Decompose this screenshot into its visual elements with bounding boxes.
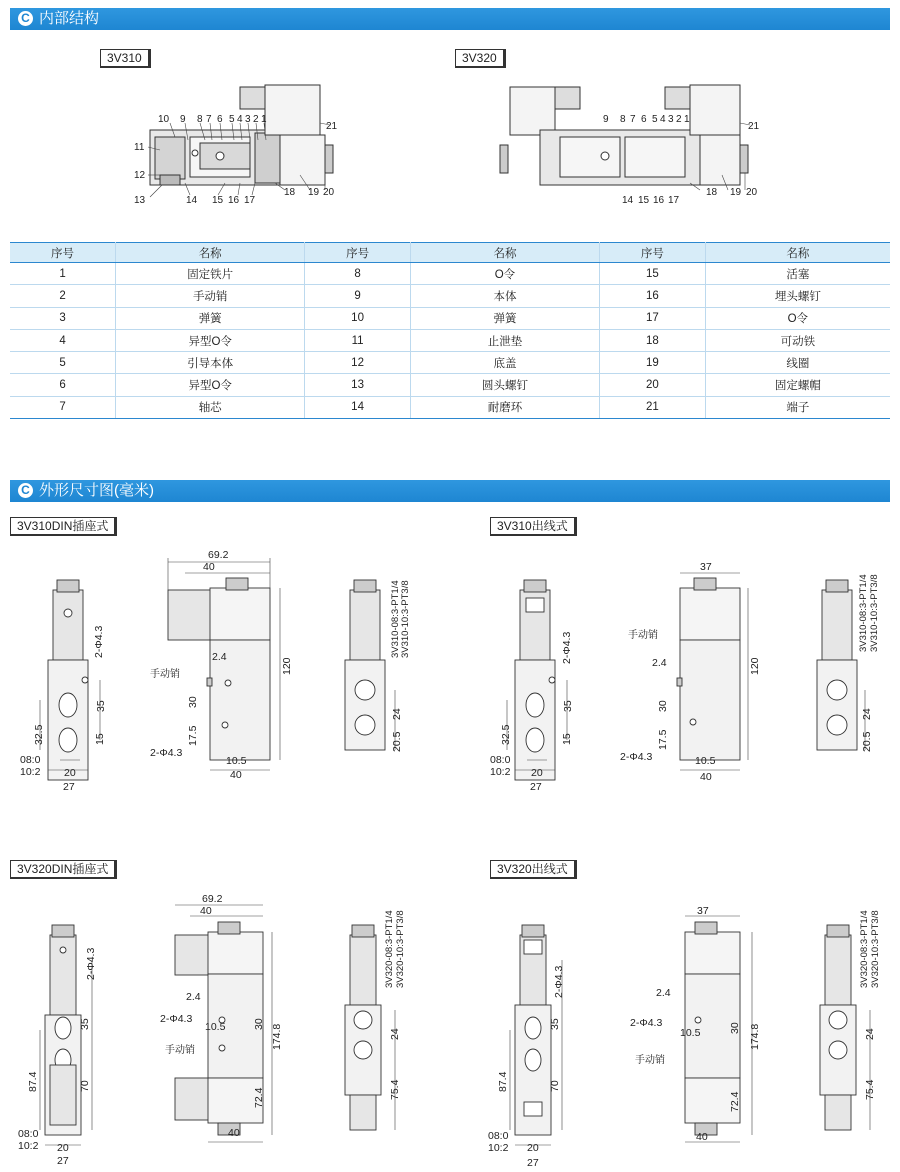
- dim-40: 40: [203, 561, 215, 573]
- dim-2-phi-4-3: 2-Φ4.3: [553, 965, 565, 998]
- cell: 10: [305, 307, 411, 329]
- callout-17: 17: [244, 195, 256, 206]
- port-note: 3V310-10:3-PT3/8: [869, 574, 880, 652]
- cell: 8: [305, 263, 411, 285]
- dim-2-phi-4-3: 2-Φ4.3: [561, 631, 573, 664]
- cell: 固定铁片: [116, 263, 305, 285]
- cell: 固定螺帽: [705, 374, 890, 396]
- cell: 9: [305, 285, 411, 307]
- cell: 轴芯: [116, 396, 305, 418]
- internal-structure-drawings: [0, 75, 900, 210]
- dim-69-2: 69.2: [208, 549, 229, 561]
- dim-2-4: 2.4: [652, 657, 667, 669]
- cell: 3: [10, 307, 116, 329]
- dim-35: 35: [79, 1018, 91, 1030]
- cell: 1: [10, 263, 116, 285]
- dim-30: 30: [729, 1022, 741, 1034]
- callout-5: 5: [652, 114, 658, 125]
- dim-24: 24: [861, 708, 873, 720]
- callout-16: 16: [228, 195, 240, 206]
- cell: 16: [600, 285, 706, 307]
- dim-08-0: 08:0: [488, 1130, 509, 1142]
- dim-17-5: 17.5: [187, 725, 199, 746]
- cell: 17: [600, 307, 706, 329]
- dim-27: 27: [530, 781, 542, 793]
- dim-label-3v310-din: 3V310DIN插座式: [10, 517, 117, 536]
- dim-20-5: 20.5: [391, 731, 403, 752]
- port-note: 3V310-08:3-PT1/4: [390, 580, 401, 658]
- section-c-icon: C: [18, 11, 33, 26]
- table-row: [10, 263, 890, 285]
- dim-40: 40: [200, 905, 212, 917]
- dim-70: 70: [79, 1080, 91, 1092]
- callout-12: 12: [134, 170, 146, 181]
- dim-174-8: 174.8: [749, 1023, 761, 1050]
- dim-2-phi-4-3: 2-Φ4.3: [85, 947, 97, 980]
- callout-20: 20: [323, 187, 335, 198]
- dim-120: 120: [749, 657, 761, 675]
- section-title: 外形尺寸图(毫米): [39, 482, 154, 499]
- dim-10-5: 10.5: [226, 755, 247, 767]
- dim-08-0: 08:0: [490, 754, 511, 766]
- cell: 本体: [410, 285, 599, 307]
- cell: 12: [305, 352, 411, 374]
- dim-2-4: 2.4: [656, 987, 671, 999]
- cell: 弹簧: [116, 307, 305, 329]
- dim-2-phi-4-3: 2-Φ4.3: [620, 751, 653, 763]
- dim-2-phi-4-3: 2-Φ4.3: [93, 625, 105, 658]
- callout-6: 6: [217, 114, 223, 125]
- table-row: [10, 396, 890, 418]
- callout-15: 15: [638, 195, 650, 206]
- callout-16: 16: [653, 195, 665, 206]
- dim-08-0: 08:0: [20, 754, 41, 766]
- cell: O令: [410, 263, 599, 285]
- cell: 耐磨环: [410, 396, 599, 418]
- dim-87-4: 87.4: [497, 1071, 509, 1092]
- dim-40: 40: [700, 771, 712, 783]
- dim-37: 37: [697, 905, 709, 917]
- port-note: 3V320-08:3-PT1/4: [384, 910, 395, 988]
- callout-2: 2: [676, 114, 682, 125]
- callout-8: 8: [197, 114, 203, 125]
- dim-17-5: 17.5: [657, 729, 669, 750]
- dim-15: 15: [561, 733, 573, 745]
- dim-08-0: 08:0: [18, 1128, 39, 1140]
- dim-40: 40: [228, 1127, 240, 1139]
- port-note: 3V320-10:3-PT3/8: [395, 910, 406, 988]
- valve-3v320-section: [500, 85, 748, 185]
- callout-14: 14: [622, 195, 634, 206]
- table-row: [10, 329, 890, 351]
- callout-17: 17: [668, 195, 680, 206]
- callout-4: 4: [237, 114, 243, 125]
- section-external-header: [10, 480, 890, 502]
- manual-pin-label: 手动销: [150, 669, 180, 680]
- manual-pin-label: 手动销: [165, 1045, 195, 1056]
- dim-30: 30: [657, 700, 669, 712]
- cell: 活塞: [705, 263, 890, 285]
- cell: 埋头螺钉: [705, 285, 890, 307]
- dim-32-5: 32.5: [500, 724, 512, 745]
- dim-69-2: 69.2: [202, 893, 223, 905]
- cell: 5: [10, 352, 116, 374]
- cell: 异型O令: [116, 374, 305, 396]
- dim-20: 20: [64, 767, 76, 779]
- callout-14: 14: [186, 195, 198, 206]
- callout-4: 4: [660, 114, 666, 125]
- dim-24: 24: [389, 1028, 401, 1040]
- dim-20: 20: [531, 767, 543, 779]
- cell: 2: [10, 285, 116, 307]
- table-row: [10, 352, 890, 374]
- dim-35: 35: [562, 700, 574, 712]
- dim-10-5: 10.5: [680, 1027, 701, 1039]
- dim-35: 35: [95, 700, 107, 712]
- dim-75-4: 75.4: [864, 1079, 876, 1100]
- table-row: [10, 374, 890, 396]
- callout-7: 7: [206, 114, 212, 125]
- callout-9: 9: [603, 114, 609, 125]
- cell: 20: [600, 374, 706, 396]
- cell: 异型O令: [116, 329, 305, 351]
- section-internal-header: [10, 8, 890, 30]
- cell: 线圈: [705, 352, 890, 374]
- header-seq: 序号: [600, 243, 706, 263]
- cell: 18: [600, 329, 706, 351]
- callout-3: 3: [668, 114, 674, 125]
- model-label-3v320: 3V320: [455, 49, 506, 68]
- callout-15: 15: [212, 195, 224, 206]
- callout-8: 8: [620, 114, 626, 125]
- dim-10-2: 10:2: [18, 1140, 39, 1152]
- dim-20: 20: [527, 1142, 539, 1154]
- dim-72-4: 72.4: [253, 1087, 265, 1108]
- dim-30: 30: [187, 696, 199, 708]
- dim-20: 20: [57, 1142, 69, 1154]
- cell: 止泄垫: [410, 329, 599, 351]
- dim-32-5: 32.5: [33, 724, 45, 745]
- dim-10-5: 10.5: [205, 1021, 226, 1033]
- header-name: 名称: [410, 243, 599, 263]
- dim-174-8: 174.8: [271, 1023, 283, 1050]
- section-title: 内部结构: [39, 10, 100, 27]
- parts-table: [10, 242, 890, 419]
- cell: 21: [600, 396, 706, 418]
- port-note: 3V310-10:3-PT3/8: [400, 580, 411, 658]
- dim-20-5: 20.5: [861, 731, 873, 752]
- header-name: 名称: [116, 243, 305, 263]
- section-c-icon: C: [18, 483, 33, 498]
- cell: 14: [305, 396, 411, 418]
- header-name: 名称: [705, 243, 890, 263]
- cell: 15: [600, 263, 706, 285]
- callout-3: 3: [245, 114, 251, 125]
- header-seq: 序号: [10, 243, 116, 263]
- callout-20: 20: [746, 187, 758, 198]
- dim-70: 70: [549, 1080, 561, 1092]
- callout-13: 13: [134, 195, 146, 206]
- manual-pin-label: 手动销: [635, 1055, 665, 1066]
- dimension-drawings-3v310: [0, 540, 900, 800]
- dim-2-4: 2.4: [186, 991, 201, 1003]
- callout-6: 6: [641, 114, 647, 125]
- cell: 引导本体: [116, 352, 305, 374]
- callout-19: 19: [730, 187, 742, 198]
- cell: 11: [305, 329, 411, 351]
- callout-10: 10: [158, 114, 170, 125]
- callout-19: 19: [308, 187, 320, 198]
- cell: 7: [10, 396, 116, 418]
- callout-18: 18: [284, 187, 296, 198]
- dim-10-2: 10:2: [20, 766, 41, 778]
- dim-2-phi-4-3: 2-Φ4.3: [160, 1013, 193, 1025]
- dim-10-2: 10:2: [488, 1142, 509, 1154]
- dim-35: 35: [549, 1018, 561, 1030]
- callout-1: 1: [261, 114, 267, 125]
- dim-72-4: 72.4: [729, 1091, 741, 1112]
- port-note: 3V320-10:3-PT3/8: [870, 910, 881, 988]
- dim-label-3v310-wire: 3V310出线式: [490, 517, 577, 536]
- dim-30: 30: [253, 1018, 265, 1030]
- callout-21: 21: [326, 121, 338, 132]
- cell: 19: [600, 352, 706, 374]
- dim-label-3v320-wire: 3V320出线式: [490, 860, 577, 879]
- callout-7: 7: [630, 114, 636, 125]
- dim-120: 120: [281, 657, 293, 675]
- dim-15: 15: [94, 733, 106, 745]
- header-seq: 序号: [305, 243, 411, 263]
- dim-2-phi-4-3: 2-Φ4.3: [630, 1017, 663, 1029]
- cell: 6: [10, 374, 116, 396]
- cell: 4: [10, 329, 116, 351]
- dim-27: 27: [527, 1157, 539, 1169]
- callout-9: 9: [180, 114, 186, 125]
- dim-label-3v320-din: 3V320DIN插座式: [10, 860, 117, 879]
- dim-24: 24: [391, 708, 403, 720]
- port-note: 3V310-08:3-PT1/4: [858, 574, 869, 652]
- callout-11: 11: [134, 142, 145, 153]
- cell: 13: [305, 374, 411, 396]
- cell: 手动销: [116, 285, 305, 307]
- callout-5: 5: [229, 114, 235, 125]
- dim-37: 37: [700, 561, 712, 573]
- dim-10-5: 10.5: [695, 755, 716, 767]
- dim-10-2: 10:2: [490, 766, 511, 778]
- cell: 底盖: [410, 352, 599, 374]
- table-header-row: [10, 243, 890, 263]
- table-row: [10, 307, 890, 329]
- table-row: [10, 285, 890, 307]
- dim-40: 40: [696, 1131, 708, 1143]
- cell: 弹簧: [410, 307, 599, 329]
- dim-40: 40: [230, 769, 242, 781]
- cell: 端子: [705, 396, 890, 418]
- dim-87-4: 87.4: [27, 1071, 39, 1092]
- port-note: 3V320-08:3-PT1/4: [859, 910, 870, 988]
- dim-24: 24: [864, 1028, 876, 1040]
- dim-2-4: 2.4: [212, 651, 227, 663]
- cell: O令: [705, 307, 890, 329]
- callout-2: 2: [253, 114, 259, 125]
- callout-1: 1: [684, 114, 690, 125]
- cell: 圆头螺钉: [410, 374, 599, 396]
- dim-27: 27: [57, 1155, 69, 1167]
- callout-21: 21: [748, 121, 760, 132]
- model-label-3v310: 3V310: [100, 49, 151, 68]
- callout-18: 18: [706, 187, 718, 198]
- dimension-drawings-3v320: [0, 880, 900, 1172]
- dim-2-phi-4-3: 2-Φ4.3: [150, 747, 183, 759]
- dim-27: 27: [63, 781, 75, 793]
- dim-75-4: 75.4: [389, 1079, 401, 1100]
- manual-pin-label: 手动销: [628, 630, 658, 641]
- cell: 可动铁: [705, 329, 890, 351]
